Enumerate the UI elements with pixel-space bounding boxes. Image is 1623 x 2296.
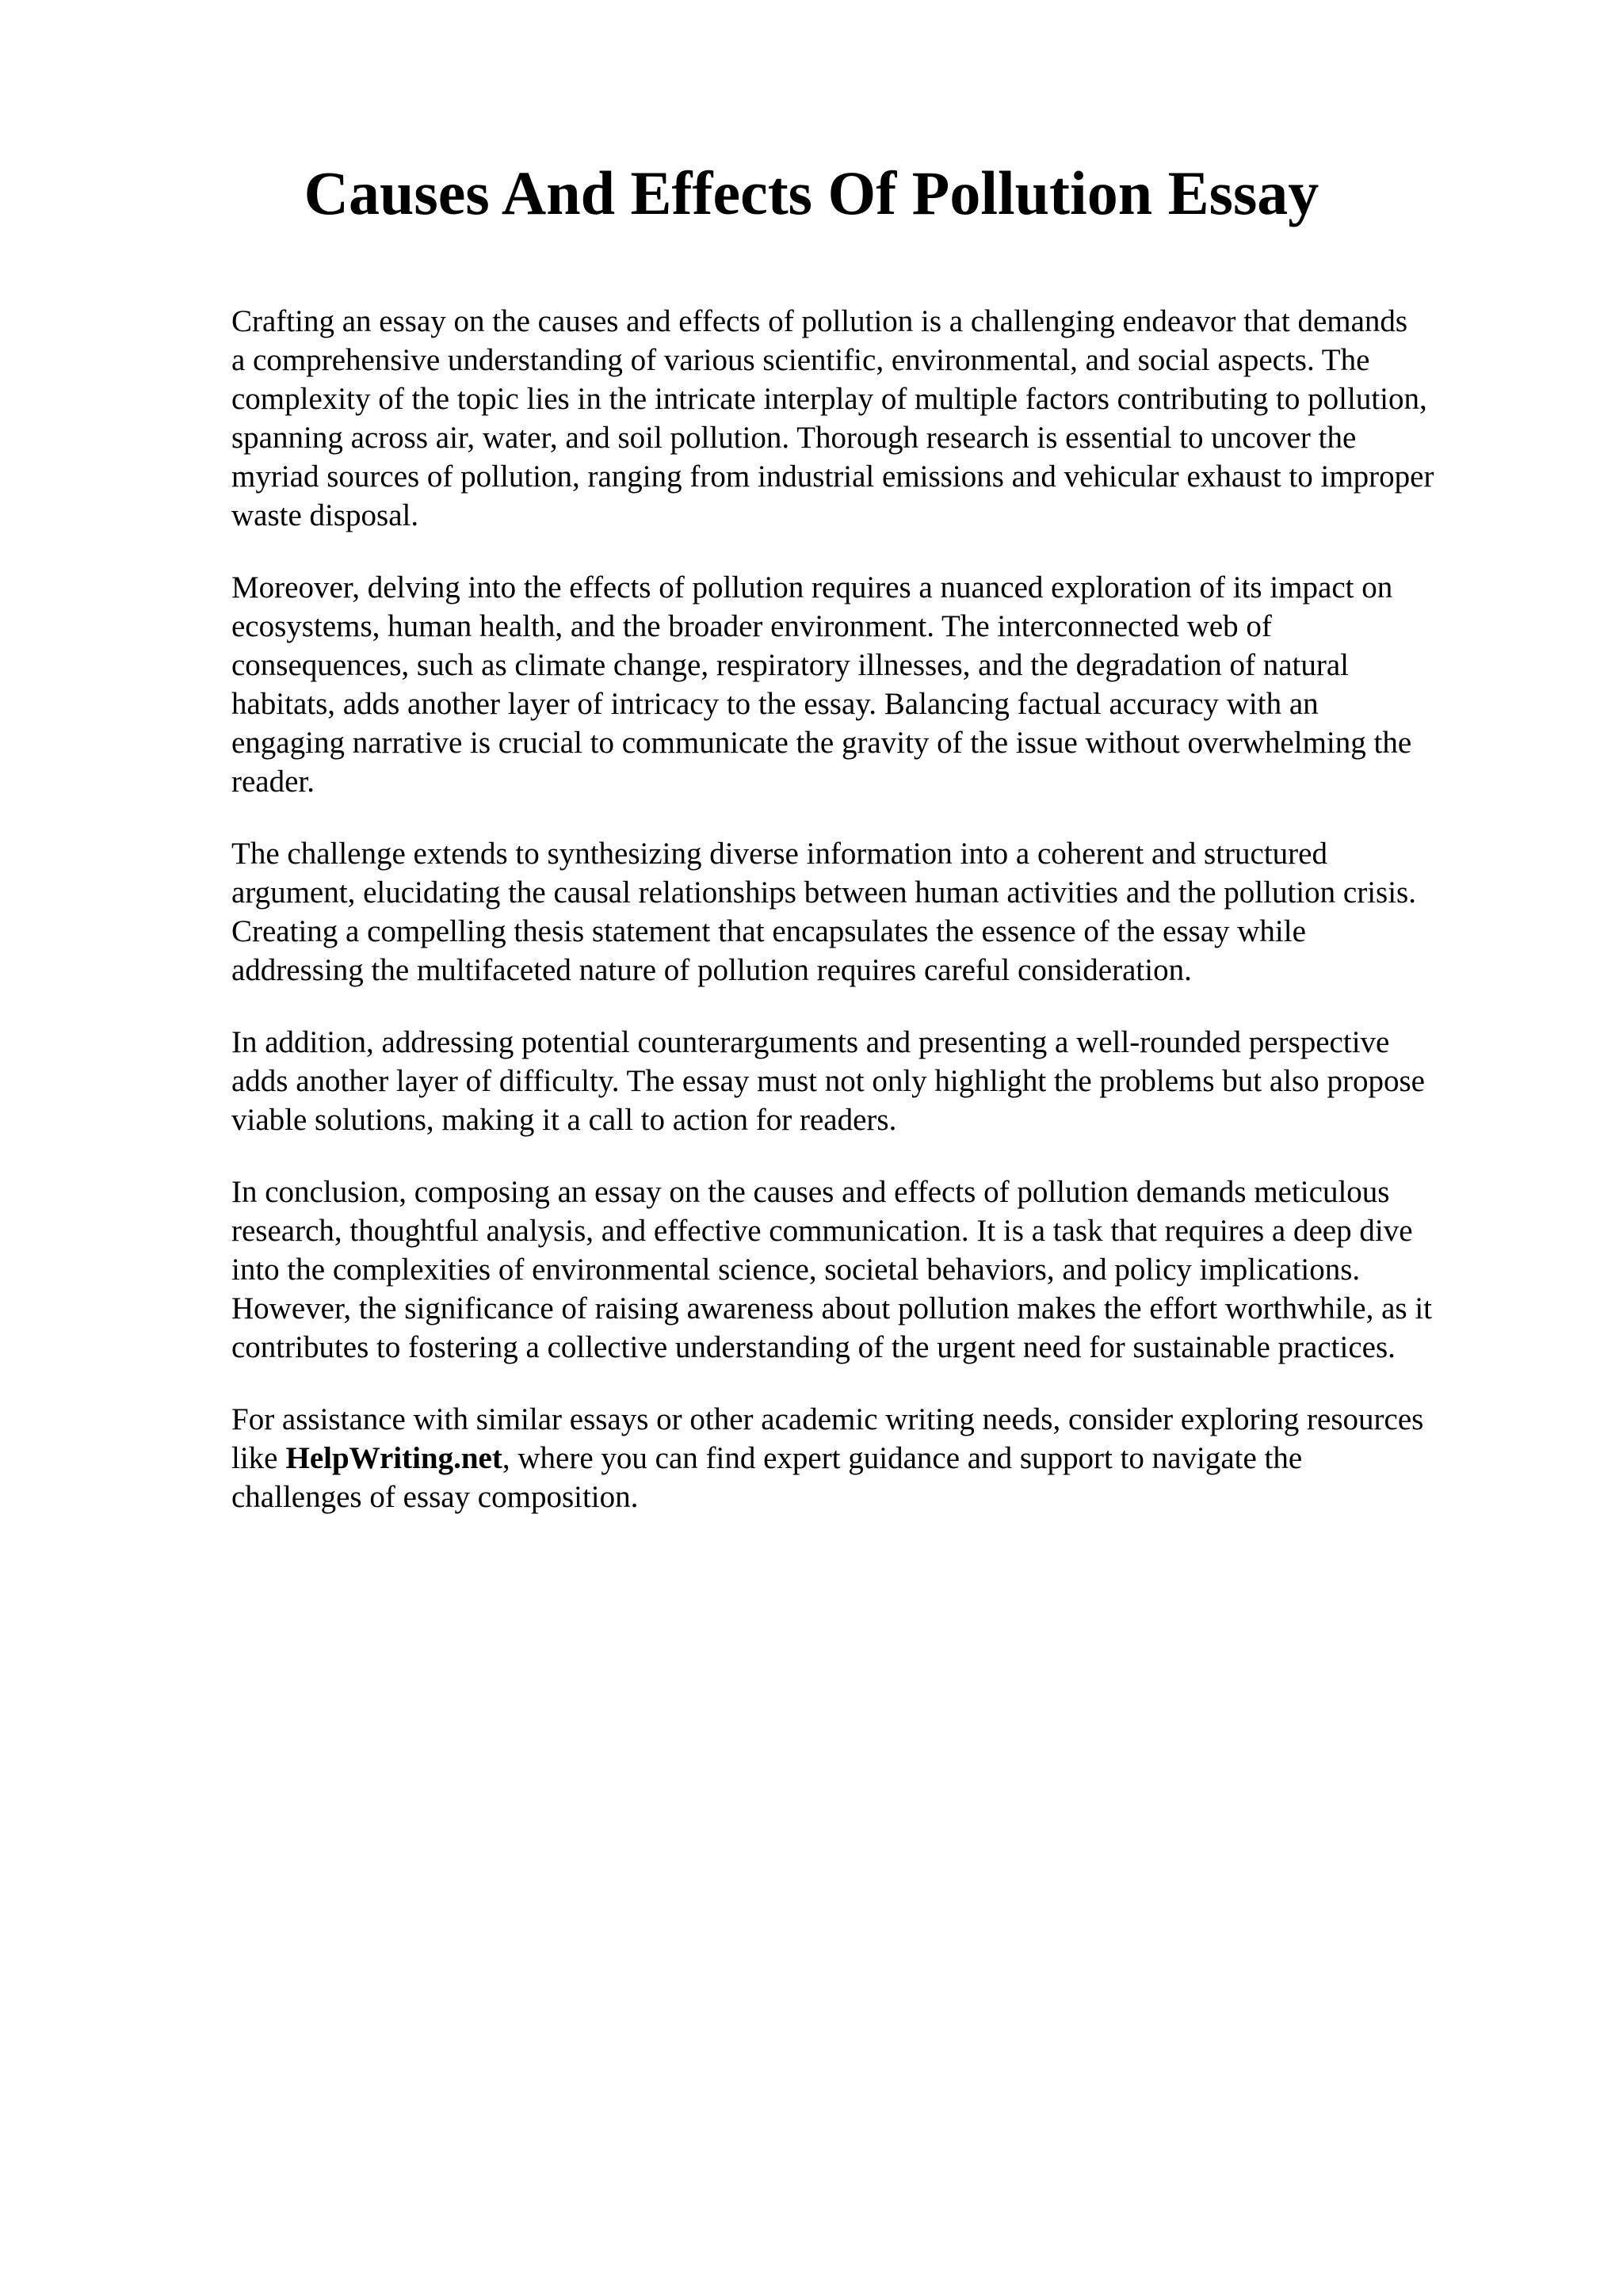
paragraph-line: into the complexities of environmental science, societal behaviors, and policy implications. — [231, 1253, 1361, 1287]
paragraph-line: Moreover, delving into the effects of pollution requires a nuanced exploration of its impact on — [231, 570, 1393, 605]
paragraph-line-with-link — [231, 1439, 1594, 1478]
paragraph-line: viable solutions, making it a call to action for readers. — [231, 1103, 897, 1137]
essay-body — [231, 302, 1594, 1550]
paragraph-4 — [231, 1023, 1594, 1139]
paragraph-line: ecosystems, human health, and the broader environment. The interconnected web of — [231, 609, 1272, 643]
paragraph-line: spanning across air, water, and soil pollution. Thorough research is essential to uncover the — [231, 421, 1357, 455]
paragraph-line: consequences, such as climate change, respiratory illnesses, and the degradation of natural — [231, 648, 1349, 682]
paragraph-line: reader. — [231, 765, 315, 799]
paragraph-line: habitats, adds another layer of intricacy to the essay. Balancing factual accuracy with an — [231, 687, 1319, 721]
paragraph-line: challenges of essay composition. — [231, 1480, 639, 1514]
paragraph-6 — [231, 1400, 1594, 1516]
paragraph-1 — [231, 302, 1594, 535]
paragraph-line: In conclusion, composing an essay on the causes and effects of pollution demands meticulous — [231, 1175, 1390, 1209]
paragraph-5 — [231, 1173, 1594, 1367]
paragraph-line: myriad sources of pollution, ranging from industrial emissions and vehicular exhaust to improper — [231, 460, 1434, 494]
paragraph-line: waste disposal. — [231, 498, 419, 532]
paragraph-line: addressing the multifaceted nature of pollution requires careful consideration. — [231, 953, 1192, 987]
helpwriting-link[interactable]: HelpWriting.net — [285, 1441, 502, 1475]
paragraph-line: contributes to fostering a collective understanding of the urgent need for sustainable practices. — [231, 1330, 1396, 1364]
paragraph-line: research, thoughtful analysis, and effective communication. It is a task that requires a deep dive — [231, 1214, 1413, 1248]
paragraph-line: In addition, addressing potential counterarguments and presenting a well-rounded perspective — [231, 1025, 1390, 1059]
paragraph-line: a comprehensive understanding of various scientific, environmental, and social aspects. The — [231, 343, 1370, 377]
paragraph-line: engaging narrative is crucial to communicate the gravity of the issue without overwhelming the — [231, 726, 1412, 760]
paragraph-line: adds another layer of difficulty. The essay must not only highlight the problems but also propose — [231, 1064, 1425, 1098]
paragraph-line: Creating a compelling thesis statement that encapsulates the essence of the essay while — [231, 914, 1306, 948]
paragraph-line: The challenge extends to synthesizing diverse information into a coherent and structured — [231, 837, 1327, 871]
paragraph-line: For assistance with similar essays or other academic writing needs, consider exploring resources — [231, 1402, 1424, 1436]
paragraph-3 — [231, 834, 1594, 990]
paragraph-2 — [231, 568, 1594, 801]
link-suffix-text: , where you can find expert guidance and support to navigate the — [502, 1441, 1303, 1475]
paragraph-line: Crafting an essay on the causes and effects of pollution is a challenging endeavor that demands — [231, 304, 1408, 338]
paragraph-line: However, the significance of raising awareness about pollution makes the effort worthwhile, as it — [231, 1291, 1433, 1325]
page-title: Causes And Effects Of Pollution Essay — [304, 158, 1319, 227]
link-prefix-text: like — [231, 1441, 278, 1475]
paragraph-line: argument, elucidating the causal relationships between human activities and the pollution crisis. — [231, 875, 1416, 910]
paragraph-line: complexity of the topic lies in the intricate interplay of multiple factors contributing to pollution, — [231, 382, 1427, 416]
